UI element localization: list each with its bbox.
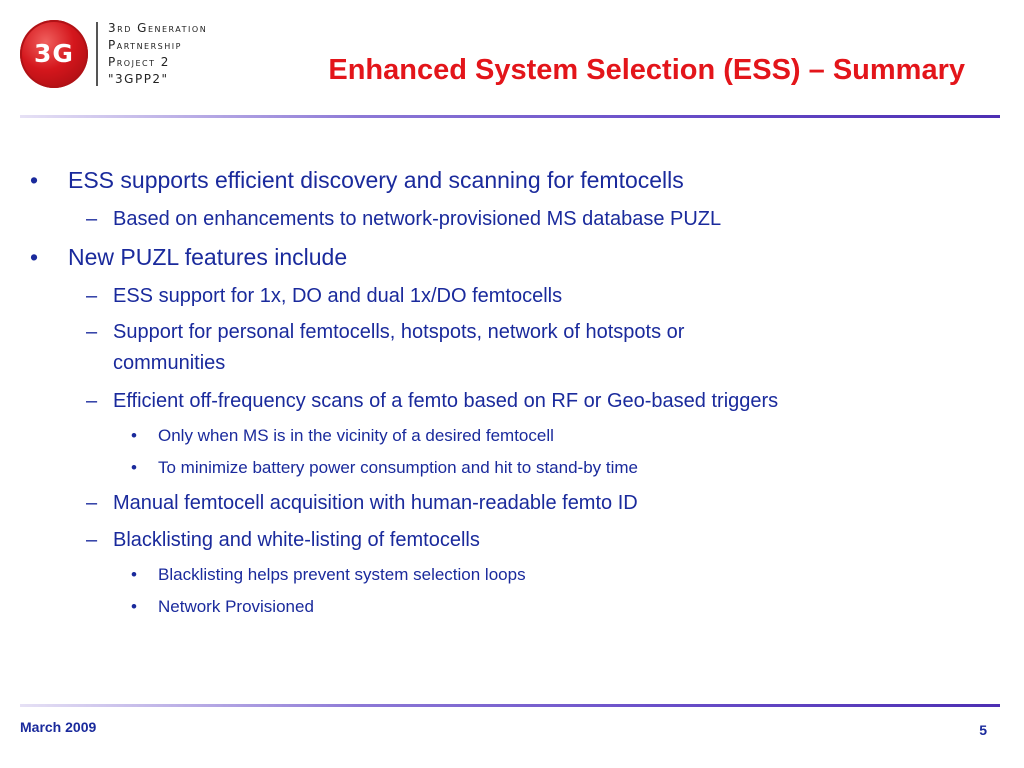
bullet-marker: • — [30, 244, 39, 270]
logo-line-4: "3GPP2" — [108, 72, 169, 86]
bullet-marker: • — [131, 597, 137, 616]
bullet-text: ESS supports efficient discovery and scanning for femtocells — [68, 167, 684, 193]
bullet-text: Support for personal femtocells, hotspots, network of hotspots or — [113, 321, 685, 343]
bullet-marker: – — [86, 285, 98, 307]
bullet-marker: • — [131, 426, 137, 445]
bullet-text: Based on enhancements to network-provisioned MS database PUZL — [113, 208, 722, 230]
page-number: 5 — [979, 722, 987, 738]
bullet-marker: – — [86, 321, 98, 343]
bullet-marker: • — [131, 458, 137, 477]
bullet-marker: – — [86, 492, 98, 514]
bullet-marker: • — [131, 565, 137, 584]
bullet-text: communities — [113, 352, 226, 374]
bullet-text: Efficient off-frequency scans of a femto based on RF or Geo-based triggers — [113, 390, 779, 412]
bullet-text: Network Provisioned — [158, 597, 314, 616]
logo-line-3: Project 2 — [108, 55, 170, 69]
footer-date: March 2009 — [20, 719, 97, 735]
bullet-marker: – — [86, 529, 98, 551]
bullet-text: To minimize battery power consumption and hit to stand-by time — [158, 458, 639, 477]
logo-line-1: 3rd Generation — [108, 21, 208, 35]
bullet-marker: • — [30, 167, 39, 193]
bullet-text: ESS support for 1x, DO and dual 1x/DO femtocells — [113, 285, 563, 307]
bullet-text: New PUZL features include — [68, 244, 348, 270]
logo-line-2: Partnership — [108, 38, 182, 52]
bullet-text: Blacklisting and white-listing of femtocells — [113, 529, 480, 551]
bullet-text: Manual femtocell acquisition with human-readable femto ID — [113, 492, 638, 514]
bullet-text: Only when MS is in the vicinity of a desired femtocell — [158, 426, 554, 445]
footer-divider — [20, 704, 1000, 707]
bullet-text: Blacklisting helps prevent system selection loops — [158, 565, 526, 584]
bullet-marker: – — [86, 208, 98, 230]
bullet-marker: – — [86, 390, 98, 412]
logo-badge-text: 3G — [34, 39, 74, 68]
slide-title: Enhanced System Selection (ESS) – Summary — [328, 54, 965, 86]
